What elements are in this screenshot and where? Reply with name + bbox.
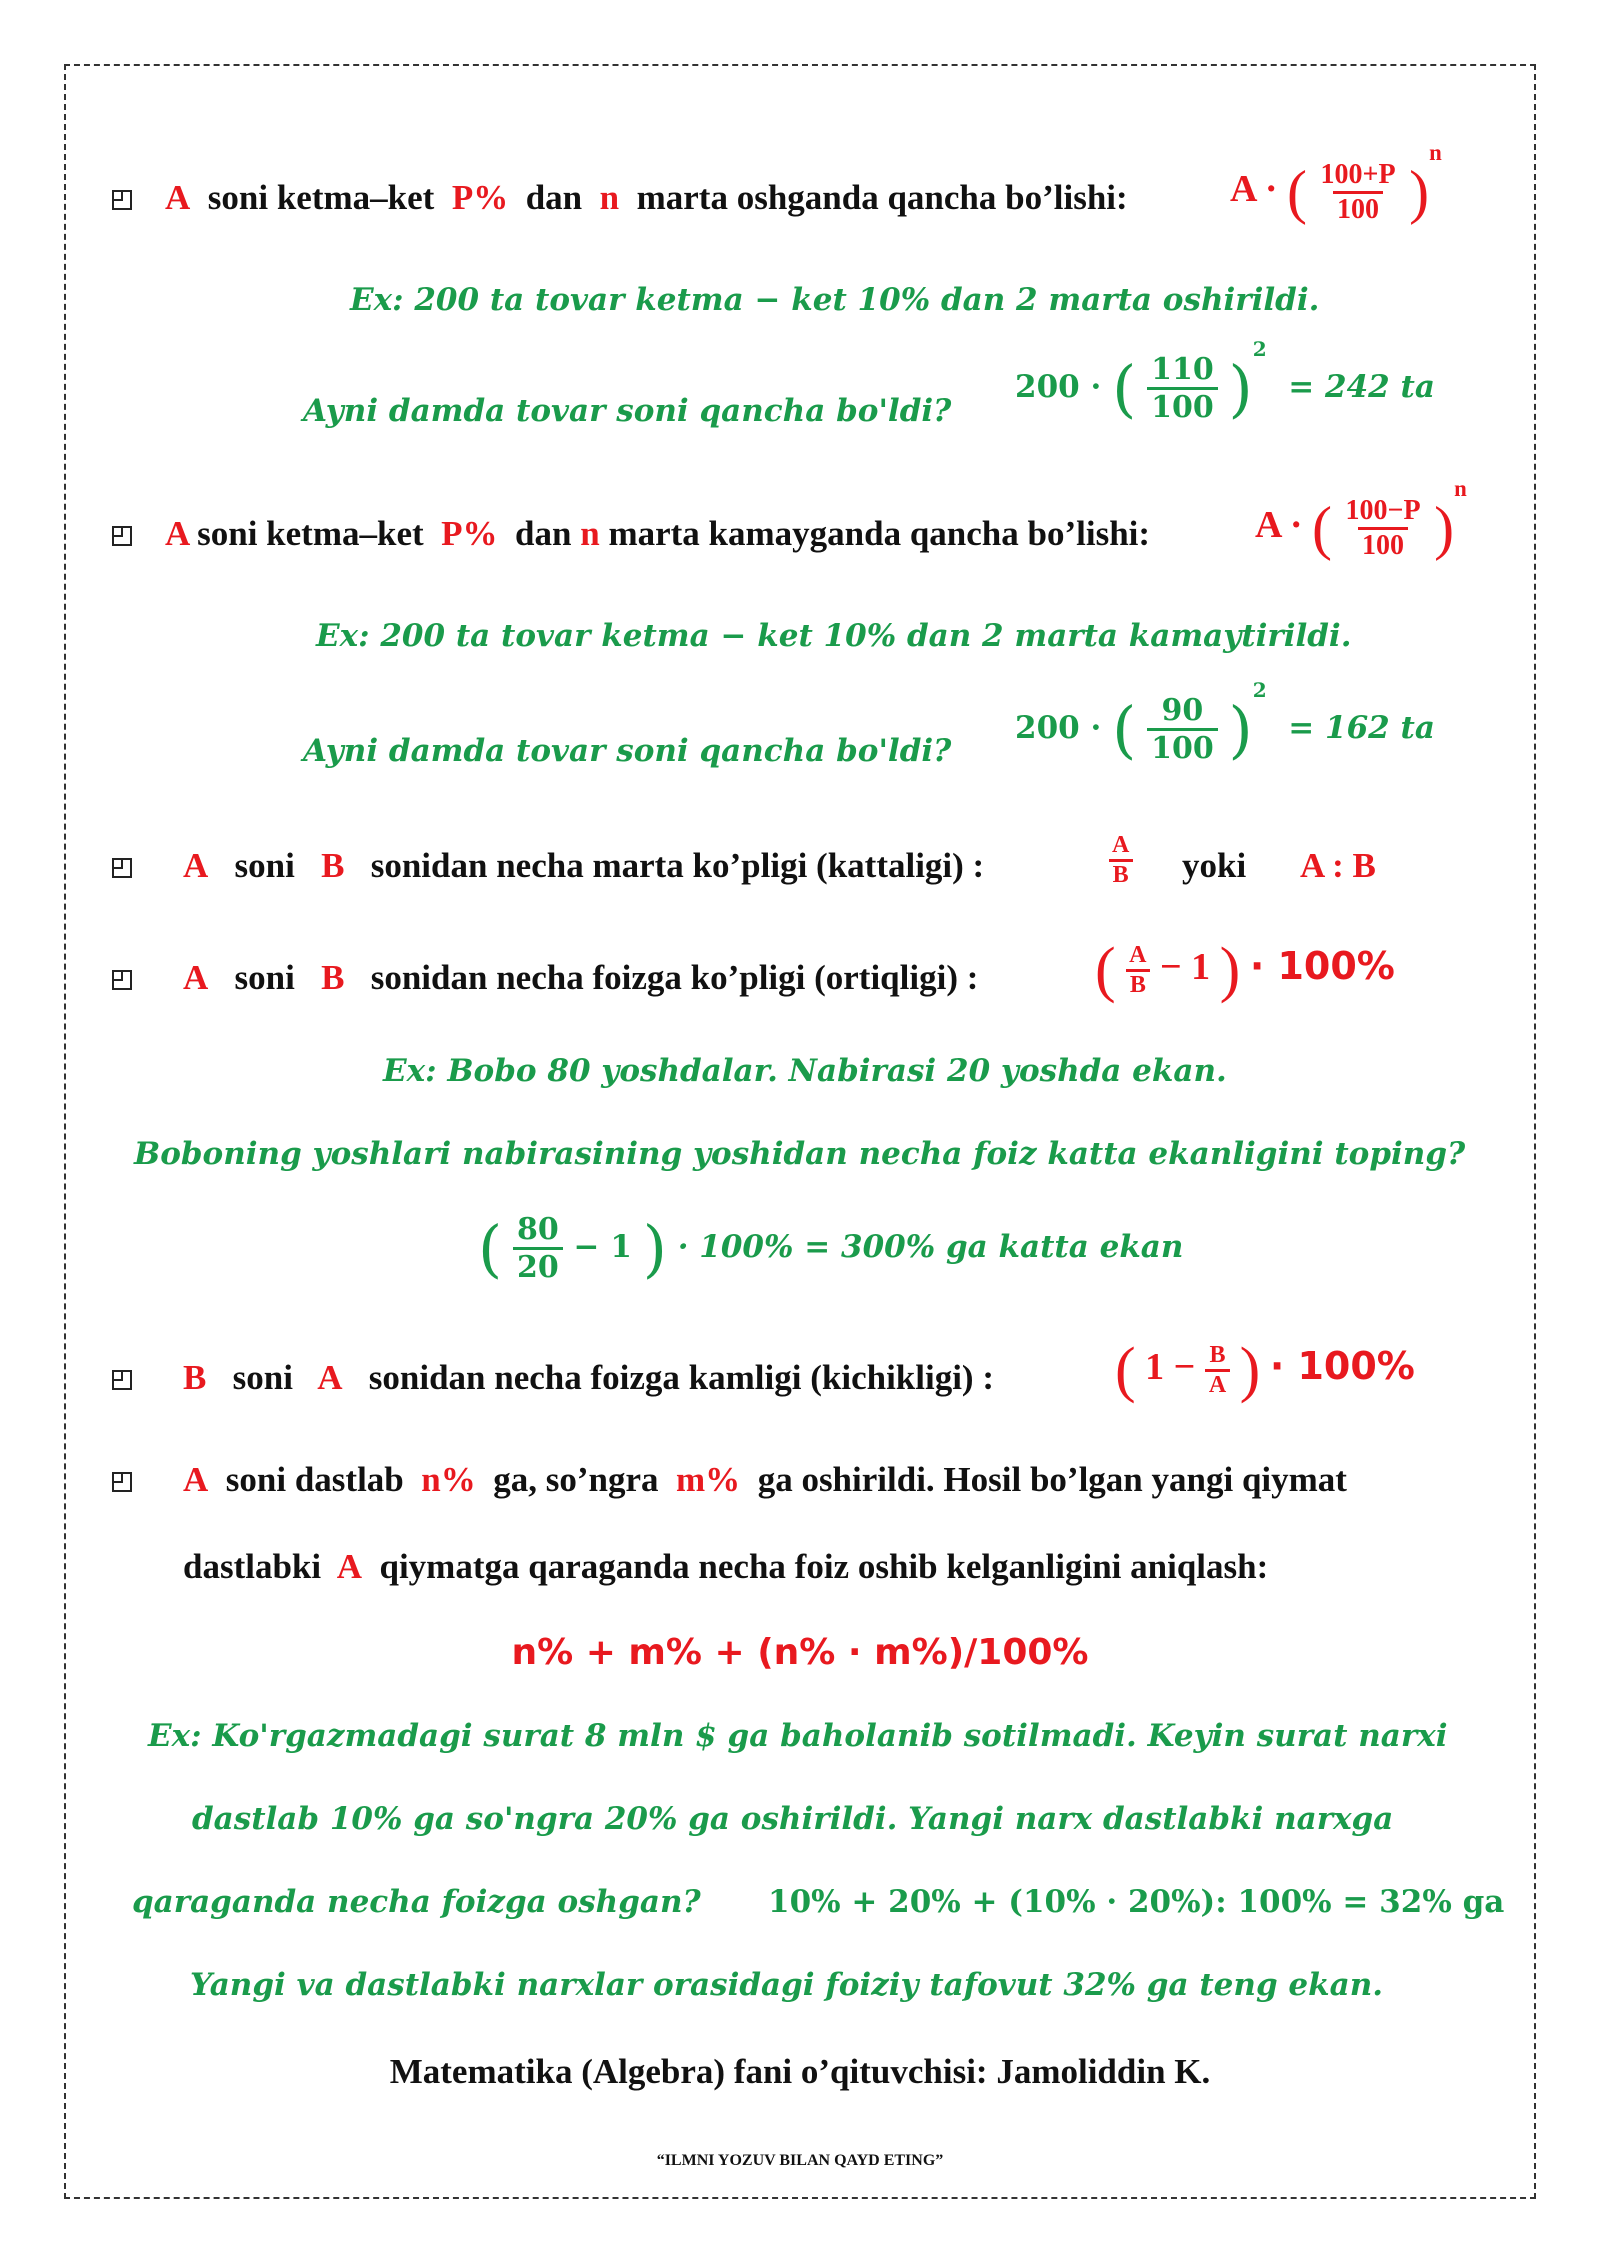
fraction-denominator: 100	[1358, 527, 1408, 562]
example-2-line-1: Ex: 200 ta tovar ketma − ket 10% dan 2 marta kamaytirildi.	[316, 618, 1352, 654]
var-p: P%	[451, 178, 509, 217]
rule-text: soni	[232, 1358, 293, 1397]
author-line: Matematika (Algebra) fani o’qituvchisi: Jamoliddin K.	[389, 2052, 1211, 2091]
rule-text: qiymatga qaraganda necha foiz oshib kelganligini aniqlash:	[379, 1547, 1269, 1586]
rule-text: ga oshirildi. Hosil bo’lgan yangi qiymat	[757, 1460, 1347, 1499]
rule-text: soni ketma–ket	[207, 178, 435, 217]
example-4-line-3b: 10% + 20% + (10% · 20%): 100% = 32% ga	[768, 1884, 1505, 1920]
exponent: n	[1429, 139, 1442, 165]
rule-text: ga, so’ngra	[493, 1460, 659, 1499]
formula-increase: A · ( $\frac{100+P}{100}$ )$^n$	[1230, 139, 1442, 225]
checkbox-bullet-icon	[112, 526, 132, 546]
rule-text: soni ketma–ket	[197, 514, 424, 553]
fraction-numerator: 80	[517, 1212, 559, 1247]
fraction-numerator: B	[1209, 1342, 1226, 1368]
example-4-line-1: Ex: Ko'rgazmadagi surat 8 mln $ ga baholanib sotilmadi. Keyin surat narxi	[148, 1718, 1448, 1754]
formula-minus: − 1	[1160, 946, 1211, 989]
var-p: P%	[441, 514, 498, 553]
example-2-formula: 200 · ( $\frac{90}{100}$ )$^2$ = 162 ta	[1015, 677, 1435, 766]
fraction-numerator: A	[1112, 832, 1130, 858]
formula-lead: 200 ·	[1015, 710, 1102, 746]
var-b: B	[183, 1358, 207, 1397]
checkbox-bullet-icon	[112, 1370, 132, 1390]
rule-text: sonidan necha marta ko’pligi (kattaligi) :	[370, 846, 985, 885]
rule-3-formula	[1108, 832, 1133, 889]
formula-tail: · 100%	[1249, 944, 1395, 989]
var-a: A	[165, 514, 189, 553]
formula-minus: − 1	[573, 1229, 632, 1265]
rule-3-ratio: A : B	[1300, 846, 1376, 885]
rule-text: soni dastlab	[225, 1460, 404, 1499]
fraction-numerator: 110	[1151, 352, 1214, 387]
exponent: n	[1454, 475, 1467, 501]
var-n: n%	[421, 1460, 476, 1499]
example-3-line-1: Ex: Bobo 80 yoshdalar. Nabirasi 20 yoshda ekan.	[383, 1053, 1227, 1089]
rule-text: marta oshganda qancha bo’lishi:	[636, 178, 1128, 217]
formula-tail: · 100%	[1269, 1344, 1415, 1389]
var-n: n	[599, 178, 620, 217]
exponent: 2	[1252, 677, 1267, 702]
example-result: = 162 ta	[1288, 710, 1435, 746]
var-a: A	[165, 178, 191, 217]
exponent: 2	[1252, 336, 1267, 361]
example-2-question: Ayni damda tovar soni qancha bo'ldi?	[303, 733, 952, 769]
fraction-denominator: B	[1109, 859, 1133, 889]
fraction-denominator: 100	[1333, 191, 1383, 226]
rule-2	[165, 514, 1150, 554]
fraction-denominator: B	[1126, 969, 1150, 999]
rule-4	[183, 958, 978, 998]
checkbox-bullet-icon	[112, 190, 132, 210]
fraction-denominator: 20	[513, 1247, 563, 1285]
rule-text: sonidan necha foizga ko’pligi (ortiqligi) :	[370, 958, 979, 997]
rule-6-line-1	[183, 1460, 1347, 1500]
example-4-line-3a: qaraganda necha foizga oshgan?	[132, 1884, 701, 1920]
example-4-line-2: dastlab 10% ga so'ngra 20% ga oshirildi. Yangi narx dastlabki narxga	[192, 1801, 1394, 1837]
formula-lead: 1 −	[1145, 1346, 1196, 1389]
example-1-question: Ayni damda tovar soni qancha bo'ldi?	[303, 393, 952, 429]
formula-lead: 200 ·	[1015, 369, 1102, 405]
example-3-line-2: Boboning yoshlari nabirasining yoshidan necha foiz katta ekanligini toping?	[134, 1136, 1466, 1172]
example-1-line-1: Ex: 200 ta tovar ketma − ket 10% dan 2 marta oshirildi.	[350, 282, 1320, 318]
fraction-denominator: A	[1205, 1369, 1230, 1399]
rule-text: dan	[515, 514, 572, 553]
rule-5	[183, 1358, 994, 1398]
checkbox-bullet-icon	[112, 970, 132, 990]
rule-5-formula: ( 1 − $\frac{B}{A}$ ) · 100%	[1115, 1336, 1415, 1404]
formula-decrease: A · ( $\frac{100-P}{100}$ )$^n$	[1255, 475, 1467, 561]
rule-text: sonidan necha foizga kamligi (kichikligi) :	[368, 1358, 994, 1397]
rule-6-line-2	[183, 1547, 1268, 1587]
rule-text: soni	[234, 958, 295, 997]
rule-text: dan	[525, 178, 583, 217]
var-a: A	[336, 1547, 362, 1586]
formula-lead: A ·	[1230, 168, 1278, 211]
fraction-numerator: A	[1129, 942, 1147, 968]
footer-slogan: “ILMNI YOZUV BILAN QAYD ETING”	[656, 2152, 944, 2169]
var-m: m%	[676, 1460, 741, 1499]
rule-text: soni	[234, 846, 295, 885]
var-b: B	[321, 846, 345, 885]
var-a: A	[317, 1358, 343, 1397]
example-3-formula: ( $\frac{80}{20}$ − 1 ) · 100% = 300% ga katta ekan	[478, 1212, 1184, 1285]
example-result: = 242 ta	[1288, 369, 1435, 405]
rule-3-yoki: yoki	[1182, 846, 1247, 885]
example-1-formula: 200 · ( $\frac{110}{100}$ )$^2$ = 242 ta	[1015, 336, 1435, 425]
rule-3	[183, 846, 984, 886]
rule-4-formula: ( $\frac{A}{B}$ − 1 ) · 100%	[1095, 936, 1395, 1004]
var-a: A	[183, 1460, 209, 1499]
rule-1	[165, 178, 1128, 218]
var-a: A	[183, 846, 209, 885]
fraction-numerator: 100+P	[1320, 159, 1396, 190]
rule-6-formula: n% + m% + (n% · m%)/100%	[511, 1632, 1089, 1673]
formula-lead: A ·	[1255, 504, 1303, 547]
var-b: B	[321, 958, 345, 997]
fraction-denominator: 100	[1147, 728, 1218, 766]
checkbox-bullet-icon	[112, 1472, 132, 1492]
fraction-denominator: 100	[1147, 387, 1218, 425]
example-result: · 100% = 300% ga katta ekan	[677, 1229, 1184, 1265]
rule-text: marta kamayganda qancha bo’lishi:	[608, 514, 1151, 553]
checkbox-bullet-icon	[112, 858, 132, 878]
var-n: n	[580, 514, 600, 553]
fraction-numerator: 90	[1161, 693, 1204, 728]
rule-text: dastlabki	[183, 1547, 322, 1586]
fraction-numerator: 100−P	[1345, 495, 1421, 526]
example-4-line-4: Yangi va dastlabki narxlar orasidagi foiziy tafovut 32% ga teng ekan.	[190, 1967, 1384, 2003]
var-a: A	[183, 958, 209, 997]
